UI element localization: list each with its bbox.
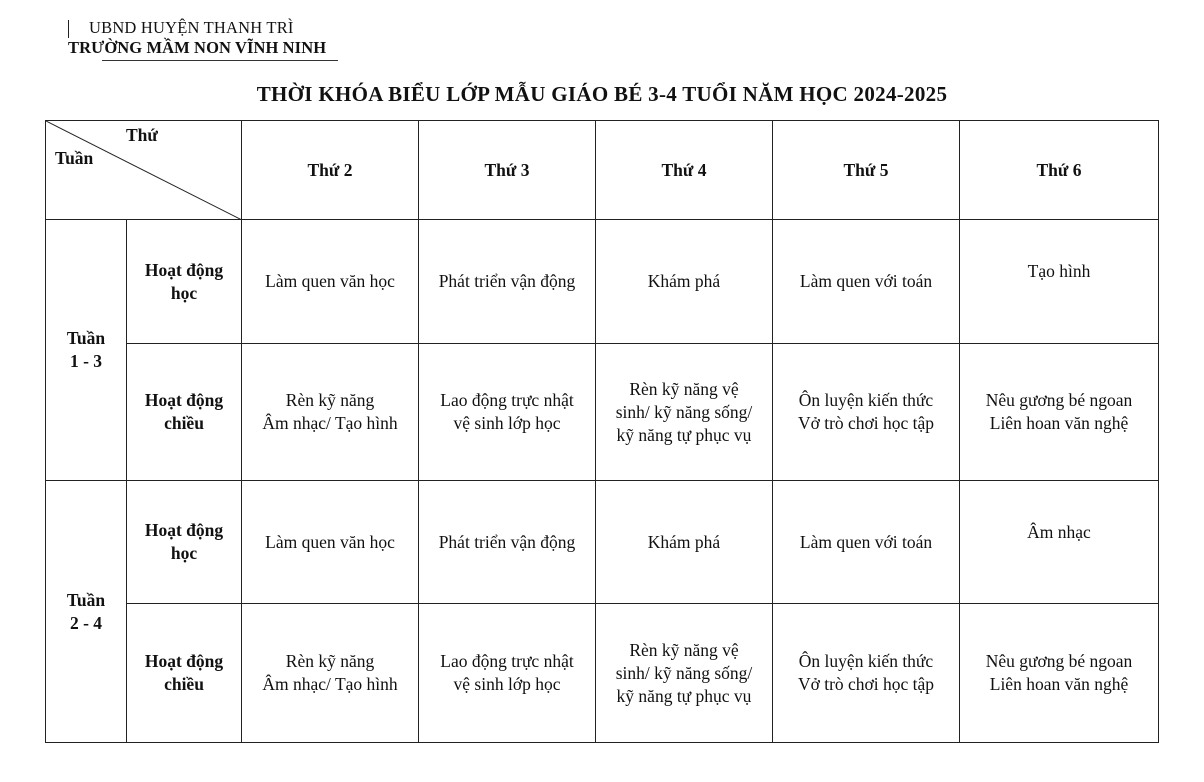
activity-label-line1: Hoạt động: [144, 651, 224, 671]
school-name-underline: [102, 60, 338, 61]
corner-label-week: Tuần: [55, 148, 94, 168]
activity-label-line1: Hoạt động: [144, 390, 224, 410]
cell-text: Rèn kỹ năng vệ: [629, 378, 739, 399]
day-header-thu-4: Thứ 4: [596, 121, 773, 220]
activity-label: [127, 220, 242, 344]
cell-text: kỹ năng tự phục vụ: [616, 424, 752, 445]
cell-text: Âm nhạc/ Tạo hình: [262, 674, 398, 694]
corner-cell: [46, 121, 242, 220]
cell-text: Làm quen với toán: [799, 271, 933, 291]
schedule-cell: [773, 220, 960, 344]
activity-label: [127, 344, 242, 481]
cell-text: Vở trò chơi học tập: [797, 674, 935, 694]
cell-text: sinh/ kỹ năng sống/: [615, 662, 753, 683]
activity-label: [127, 604, 242, 743]
week-label: [46, 220, 127, 481]
week-label-line1: Tuần: [66, 589, 106, 610]
schedule-cell: [960, 220, 1159, 344]
activity-label-line2: chiều: [164, 674, 204, 694]
table-row: [46, 220, 1159, 344]
document-title: THỜI KHÓA BIỂU LỚP MẪU GIÁO BÉ 3-4 TUỔI NĂM HỌC 2024-2025: [256, 82, 948, 106]
corner-label-day: Thứ: [126, 125, 158, 145]
schedule-cell: [773, 481, 960, 604]
cell-text: Phát triển vận động: [438, 271, 576, 291]
week-label-line2: 2 - 4: [69, 612, 103, 633]
cell-text: vệ sinh lớp học: [453, 674, 561, 694]
schedule-cell: [242, 481, 419, 604]
table-row: [46, 344, 1159, 481]
cell-text: Phát triển vận động: [438, 531, 576, 552]
activity-label-line1: Hoạt động: [144, 520, 224, 540]
header-margin-mark: [68, 20, 69, 38]
schedule-cell: [596, 344, 773, 481]
cell-text: Tạo hình: [1027, 261, 1091, 281]
schedule-cell: [960, 604, 1159, 743]
week-label: [46, 481, 127, 743]
cell-text: Khám phá: [647, 271, 721, 291]
schedule-cell: [596, 220, 773, 344]
week-label-line2: 1 - 3: [69, 351, 103, 371]
schedule-cell: [773, 344, 960, 481]
cell-text: Ôn luyện kiến thức: [798, 390, 934, 410]
cell-text: Ôn luyện kiến thức: [798, 651, 934, 671]
activity-label-line2: học: [170, 282, 198, 303]
activity-label: [127, 481, 242, 604]
day-header-thu-2: Thứ 2: [242, 121, 419, 220]
schedule-cell: [419, 344, 596, 481]
cell-text: Vở trò chơi học tập: [797, 413, 935, 433]
schedule-cell: [242, 344, 419, 481]
cell-text: kỹ năng tự phục vụ: [616, 685, 752, 706]
cell-text: Âm nhạc: [1027, 522, 1091, 542]
header-row: [46, 121, 1159, 220]
table-row: [46, 481, 1159, 604]
schedule-cell: [960, 344, 1159, 481]
schedule-cell: [419, 604, 596, 743]
cell-text: Liên hoan văn nghệ: [989, 674, 1129, 694]
day-header-thu-5: Thứ 5: [773, 121, 960, 220]
schedule-cell: [773, 604, 960, 743]
table-row: [46, 604, 1159, 743]
cell-text: Âm nhạc/ Tạo hình: [262, 413, 398, 433]
schedule-cell: [596, 481, 773, 604]
schedule-cell: [960, 481, 1159, 604]
cell-text: Làm quen văn học: [265, 531, 395, 552]
schedule-cell: [419, 220, 596, 344]
activity-label-line2: học: [170, 543, 198, 563]
day-header-thu-3: Thứ 3: [419, 121, 596, 220]
schedule-cell: [242, 220, 419, 344]
cell-text: Nêu gương bé ngoan: [985, 651, 1133, 671]
week-label-line1: Tuần: [66, 328, 106, 348]
cell-text: Lao động trực nhật: [440, 390, 574, 410]
timetable: [45, 120, 1159, 743]
cell-text: sinh/ kỹ năng sống/: [615, 401, 753, 422]
cell-text: Khám phá: [647, 531, 721, 552]
cell-text: Làm quen với toán: [799, 531, 933, 552]
cell-text: Rèn kỹ năng: [285, 390, 375, 410]
day-header-thu-6: Thứ 6: [960, 121, 1159, 220]
cell-text: Rèn kỹ năng: [285, 651, 375, 671]
cell-text: vệ sinh lớp học: [453, 413, 561, 433]
cell-text: Liên hoan văn nghệ: [989, 413, 1129, 433]
cell-text: Làm quen văn học: [265, 271, 395, 291]
schedule-cell: [419, 481, 596, 604]
cell-text: Nêu gương bé ngoan: [985, 390, 1133, 410]
activity-label-line1: Hoạt động: [144, 259, 224, 280]
schedule-cell: [242, 604, 419, 743]
school-name: TRƯỜNG MẦM NON VĨNH NINH: [68, 38, 327, 57]
activity-label-line2: chiều: [164, 413, 204, 433]
schedule-cell: [596, 604, 773, 743]
cell-text: Rèn kỹ năng vệ: [629, 639, 739, 660]
cell-text: Lao động trực nhật: [440, 651, 574, 671]
district-name: UBND HUYỆN THANH TRÌ: [89, 18, 294, 37]
